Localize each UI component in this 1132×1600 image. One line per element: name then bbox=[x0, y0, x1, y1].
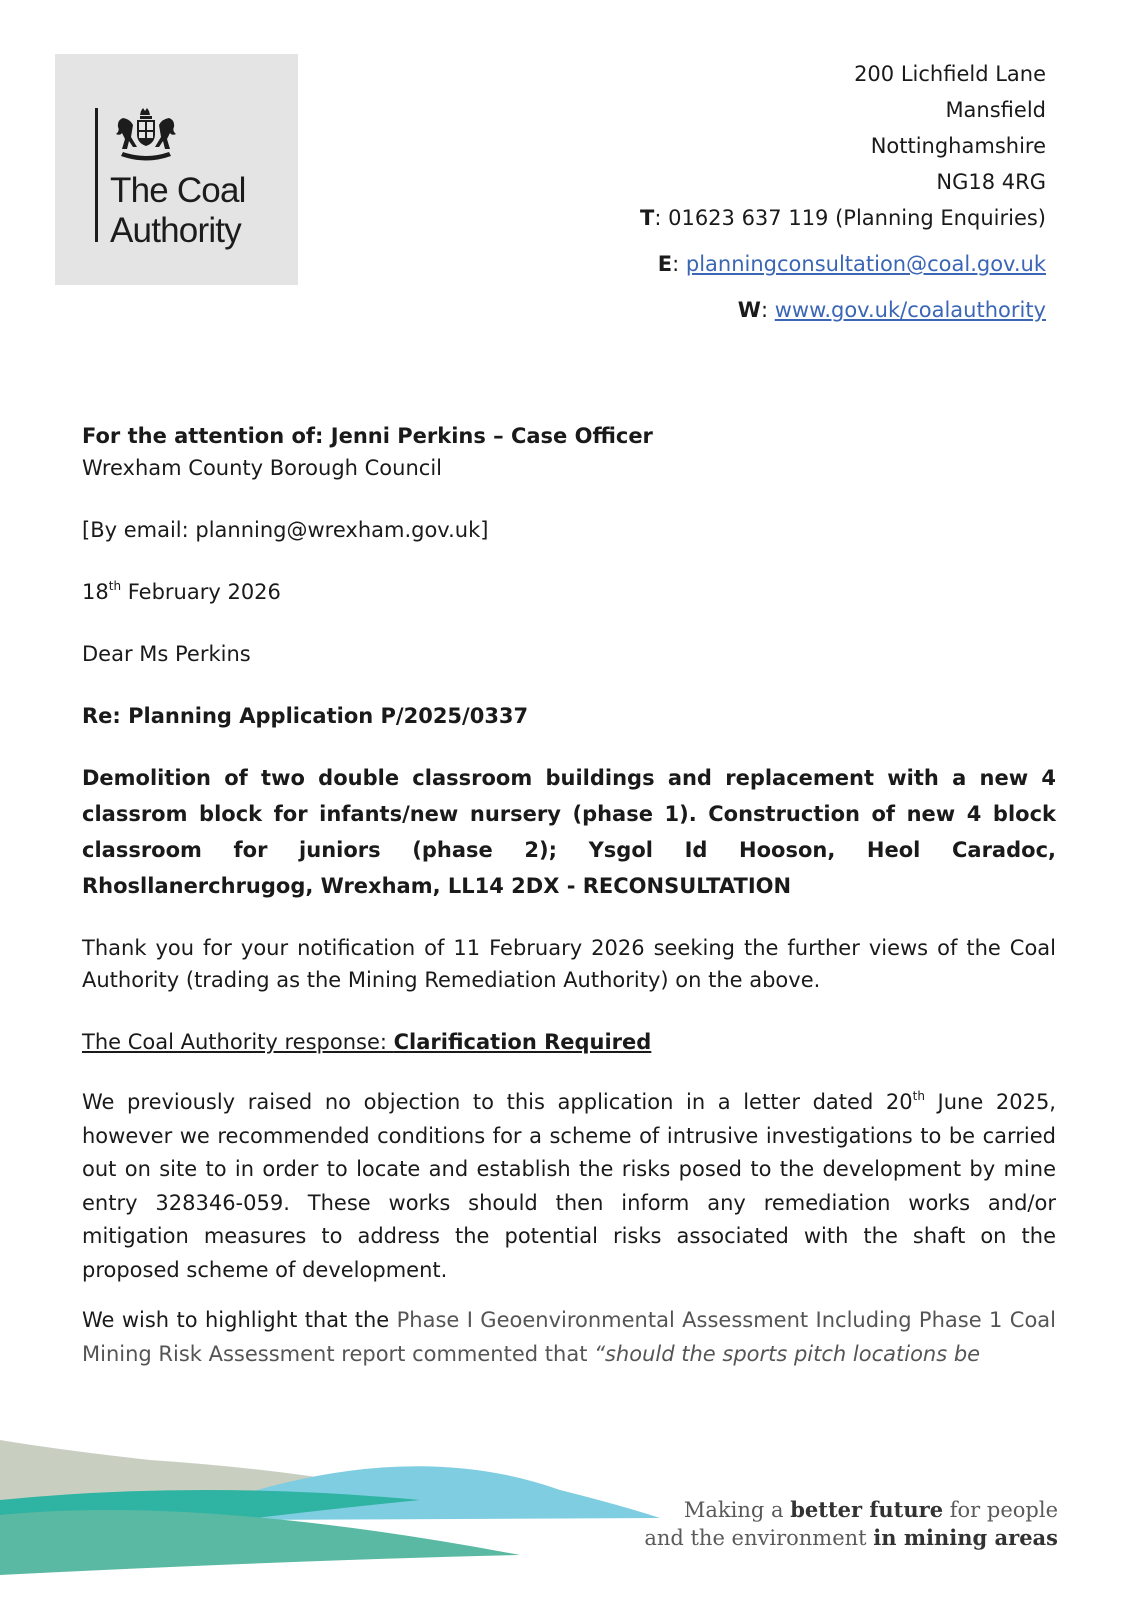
paragraph-previous-response bbox=[82, 1086, 1056, 1287]
web-label: W bbox=[737, 298, 761, 322]
recipient-block bbox=[82, 420, 1056, 484]
phone-line: T: 01623 637 119 (Planning Enquiries) bbox=[640, 206, 1046, 230]
para1-text: We previously raised no objection to this application in a letter dated 20 bbox=[82, 1090, 913, 1114]
para2-text-cont: report commented that bbox=[334, 1341, 595, 1366]
application-description: Demolition of two double classroom buildings and replacement with a new 4 classrom block for infants/new nursery (phase 1). Construction of new 4 block classroom for juniors (phase 2); Ysgol Id Hooson, Heol Caradoc, Rhosllanerchrugog, Wrexham, LL14 2DX - RECONSULTATION bbox=[82, 766, 1056, 898]
recipient-organisation: Wrexham County Borough Council bbox=[82, 456, 442, 480]
phone-label: T bbox=[640, 206, 655, 230]
address-line: NG18 4RG bbox=[936, 170, 1046, 194]
email-link[interactable]: planningconsultation@coal.gov.uk bbox=[685, 252, 1046, 276]
intro-paragraph: Thank you for your notification of 11 February 2026 seeking the further views of the Coal Authority (trading as the Mining Remediation Authority) on the above. bbox=[82, 936, 1056, 992]
email-label: E bbox=[657, 252, 673, 276]
attention-line: For the attention of: Jenni Perkins – Case Officer bbox=[82, 424, 653, 448]
address-line: 200 Lichfield Lane bbox=[854, 62, 1046, 86]
tagline-line-2: and the environment in mining areas bbox=[644, 1525, 1058, 1550]
logo-line-1: The Coal bbox=[110, 171, 246, 210]
response-label: The Coal Authority response: bbox=[82, 1030, 394, 1054]
date-rest: February 2026 bbox=[127, 580, 281, 604]
website-link[interactable]: www.gov.uk/coalauthority bbox=[774, 298, 1046, 322]
logo-wordmark bbox=[110, 171, 246, 251]
address-line: Mansfield bbox=[945, 98, 1046, 122]
by-email-line: [By email: planning@wrexham.gov.uk] bbox=[82, 518, 489, 542]
royal-crest-icon bbox=[111, 108, 181, 164]
response-value: Clarification Required bbox=[393, 1030, 652, 1054]
paragraph-highlight bbox=[82, 1304, 1056, 1371]
salutation: Dear Ms Perkins bbox=[82, 642, 251, 666]
logo-bar bbox=[95, 108, 98, 242]
report-title: Phase I Geoenvironmental Assessment Including Phase 1 Coal Mining Risk Assessment bbox=[82, 1308, 1056, 1366]
response-line bbox=[82, 1026, 1056, 1058]
date-day: 18 bbox=[82, 580, 109, 604]
footer-tagline bbox=[644, 1496, 1058, 1552]
coal-authority-logo bbox=[55, 54, 298, 285]
report-quote: “should the sports pitch locations be bbox=[594, 1341, 981, 1366]
para1-text-cont: June 2025, however we recommended conditions for a scheme of intrusive investigations to be carried out on site to in order to locate and establish the risks posed to the development by mine entry 328346-059. These works should then inform any remediation works and/or mitigation measures to address the potential risks associated with the shaft on the proposed scheme of development. bbox=[82, 1090, 1056, 1282]
address-line: Nottinghamshire bbox=[870, 134, 1046, 158]
para2-text: We wish to highlight that the bbox=[82, 1308, 397, 1332]
email-line: E: planningconsultation@coal.gov.uk bbox=[657, 252, 1046, 276]
web-line: W: www.gov.uk/coalauthority bbox=[737, 298, 1046, 322]
date-suffix: th bbox=[108, 579, 122, 593]
re-line: Re: Planning Application P/2025/0337 bbox=[82, 704, 529, 728]
phone-number: 01623 637 119 (Planning Enquiries) bbox=[668, 206, 1046, 230]
logo-line-2: Authority bbox=[110, 211, 241, 250]
para1-sup: th bbox=[912, 1089, 925, 1103]
letter-date bbox=[82, 576, 1056, 608]
footer-wave-graphic bbox=[0, 1440, 660, 1600]
wave-green bbox=[0, 1510, 520, 1575]
tagline-line-1: Making a better future for people bbox=[683, 1497, 1058, 1522]
sender-address bbox=[640, 56, 1046, 328]
